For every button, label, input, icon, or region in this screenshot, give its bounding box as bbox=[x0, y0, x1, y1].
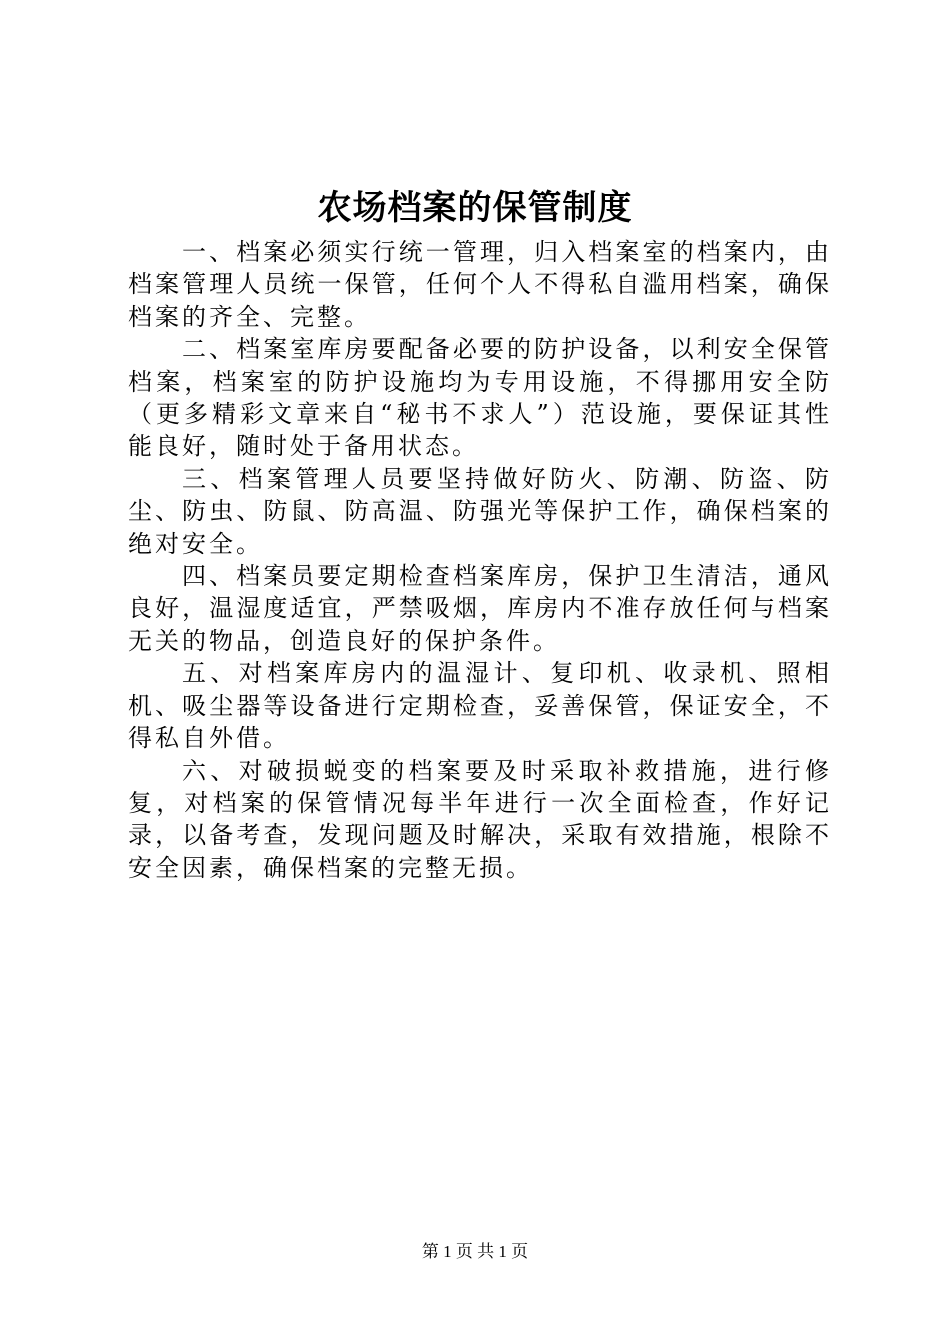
paragraph-1: 一、档案必须实行统一管理，归入档案室的档案内，由档案管理人员统一保管，任何个人不得私自滥用档案，确保档案的齐全、完整。 bbox=[128, 238, 832, 331]
paragraph-6: 六、对破损蜕变的档案要及时采取补救措施，进行修复，对档案的保管情况每半年进行一次全面检查，作好记录，以备考查，发现问题及时解决，采取有效措施，根除不安全因素，确保档案的完整无损。 bbox=[128, 756, 832, 882]
paragraph-4: 四、档案员要定期检查档案库房，保护卫生清洁，通风良好，温湿度适宜，严禁吸烟，库房内不准存放任何与档案无关的物品，创造良好的保护条件。 bbox=[128, 562, 832, 655]
paragraph-2: 二、档案室库房要配备必要的防护设备，以利安全保管档案，档案室的防护设施均为专用设施，不得挪用安全防（更多精彩文章来自“秘书不求人”）范设施，要保证其性能良好，随时处于备用状态。 bbox=[128, 335, 832, 461]
paragraph-5: 五、对档案库房内的温湿计、复印机、收录机、照相机、吸尘器等设备进行定期检查，妥善保管，保证安全，不得私自外借。 bbox=[128, 659, 832, 753]
paragraph-3: 三、档案管理人员要坚持做好防火、防潮、防盗、防尘、防虫、防鼠、防高温、防强光等保护工作，确保档案的绝对安全。 bbox=[128, 464, 832, 558]
page-number-footer: 第 1 页 共 1 页 bbox=[421, 1242, 529, 1261]
document-title: 农场档案的保管制度 bbox=[317, 188, 633, 228]
document-body bbox=[128, 236, 832, 884]
